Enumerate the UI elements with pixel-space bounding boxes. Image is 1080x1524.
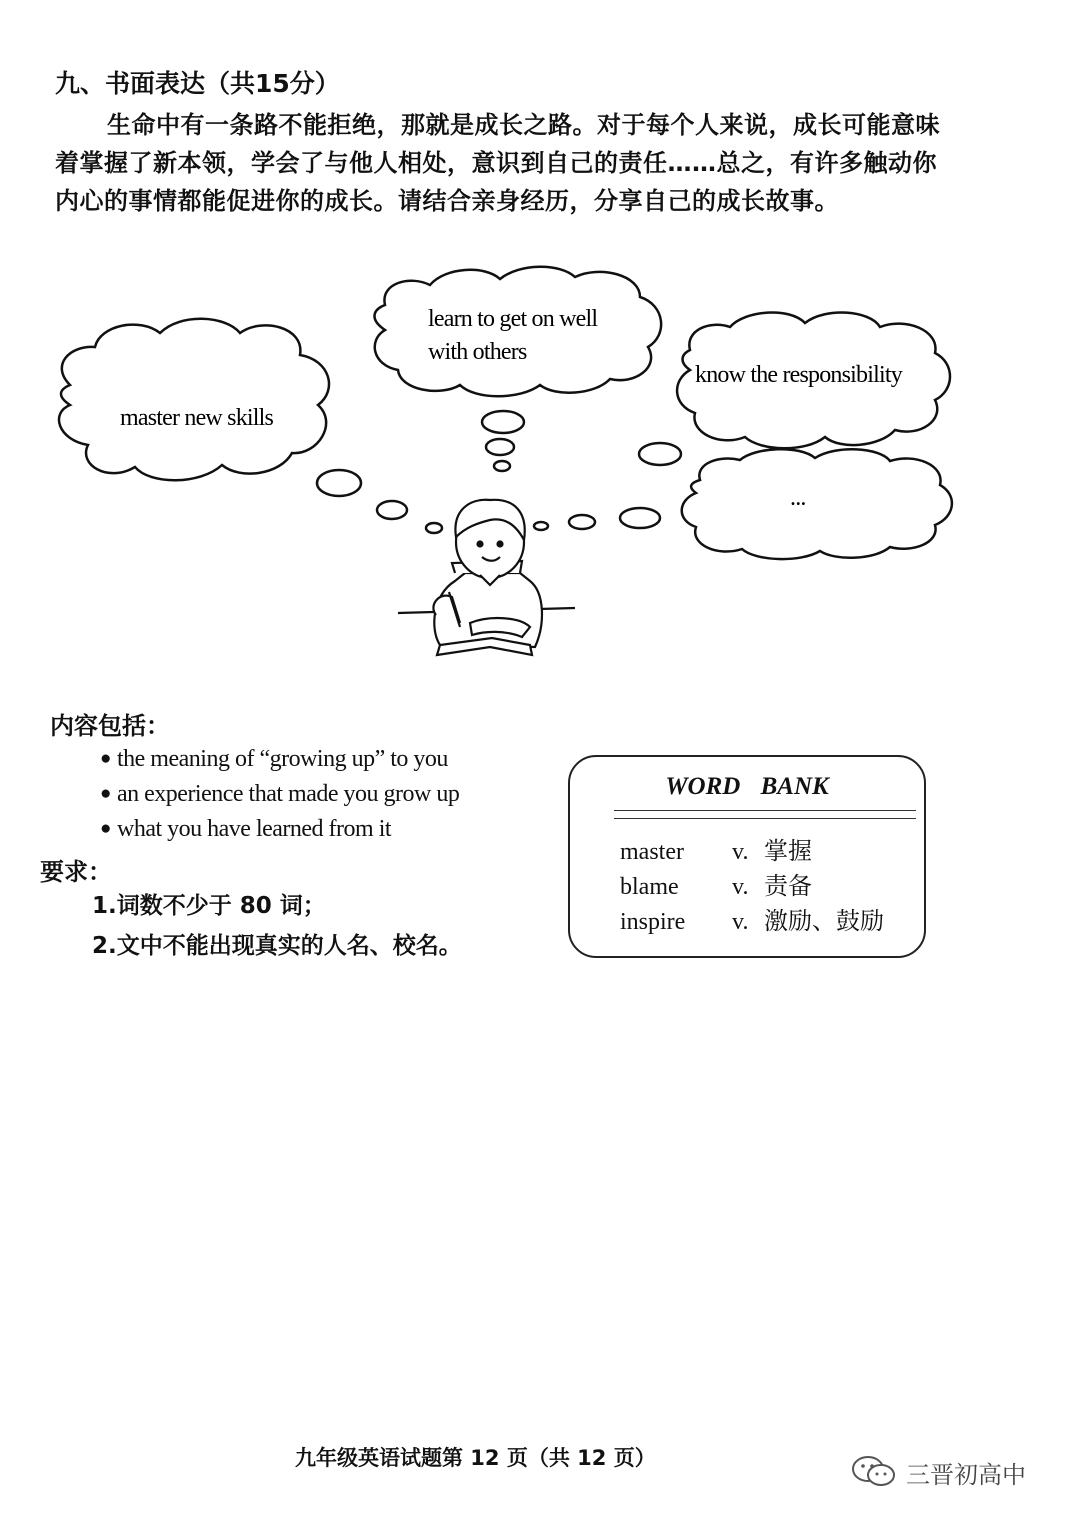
section-title: 九、书面表达（共15分） [55,69,340,98]
thought-bubble [426,523,442,533]
entry-pos: v. [732,839,749,865]
boy-writing-figure [398,500,575,655]
requirement-item: 2.文中不能出现真实的人名、校名。 [92,933,462,959]
thought-bubble [377,501,407,519]
content-point: ● what you have learned from it [100,812,459,847]
word-bank-entry [620,905,884,939]
content-points [100,742,459,847]
cloud-more [682,449,952,559]
entry-pos: v. [732,874,749,900]
word-bank-box [568,755,926,958]
thought-bubble [620,508,660,528]
divider [614,818,916,819]
page-footer: 九年级英语试题第 12 页（共 12 页） [295,1446,656,1470]
content-point: ● an experience that made you grow up [100,777,459,812]
thought-bubble [639,443,681,465]
word-bank-title: WORD BANK [665,773,829,800]
content-point: ● the meaning of “growing up” to you [100,742,459,777]
thought-cloud-illustration [0,255,1080,675]
entry-pos: v. [732,909,749,935]
thought-bubble [486,439,514,455]
prompt-intro: 生命中有一条路不能拒绝，那就是成长之路。对于每个人来说，成长可能意味着掌握了新本领，学会了与他人相处，意识到自己的责任……总之，有许多触动你内心的事情都能促进你的成长。请结合亲身经历，分享自己的成长故事。 [55,111,940,215]
cloud-text-responsibility: know the responsibility [695,362,902,388]
watermark-text: 三晋初高中 [906,1460,1026,1489]
word-bank-entry [620,870,812,904]
thought-bubble [482,411,524,433]
cloud-master-skills [59,319,329,481]
thought-bubble [534,522,548,530]
wechat-icon [850,1454,898,1490]
cloud-text-more: ... [790,485,806,511]
thought-bubble [569,515,595,529]
entry-meaning: 掌握 [764,839,812,865]
cloud-text-get-on-2: with others [428,339,527,365]
entry-meaning: 责备 [764,874,812,900]
content-heading: 内容包括： [50,712,170,740]
word-bank-entry [620,835,812,869]
thought-bubble [494,461,510,471]
cloud-text-get-on-1: learn to get on well [428,306,598,332]
cloud-text-master: master new skills [120,405,274,431]
requirements-list [92,886,462,966]
entry-meaning: 激励、鼓励 [764,909,884,935]
thought-bubble [317,470,361,496]
entry-word: blame [620,874,679,900]
requirement-item: 1.词数不少于 80 词； [92,893,326,919]
entry-word: inspire [620,909,686,935]
entry-word: master [620,839,684,865]
requirements-heading: 要求： [40,858,112,886]
watermark [850,1454,1026,1490]
divider [614,810,916,811]
